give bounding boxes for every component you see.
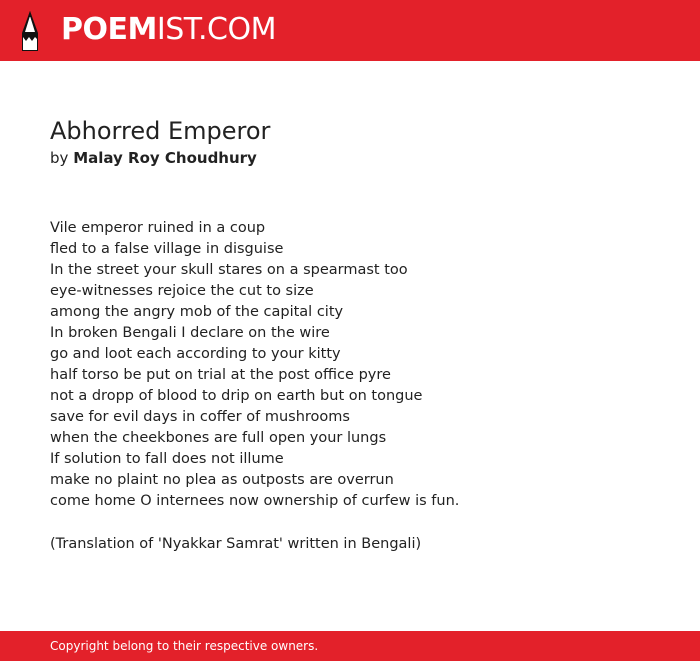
poem-line: half torso be put on trial at the post office pyre [50,367,391,383]
author-name: Malay Roy Choudhury [73,149,257,167]
logo-text-light: IST.COM [156,12,276,47]
byline-prefix: by [50,149,69,167]
poem-line: among the angry mob of the capital city [50,304,344,320]
poem-body [50,218,459,512]
poem-line: not a dropp of blood to drip on earth but on tongue [50,388,423,404]
poem-line: In the street your skull stares on a spearmast too [50,262,408,278]
pencil-icon[interactable] [18,10,42,52]
logo-text-bold: POEM [61,12,157,47]
byline [50,148,257,168]
poem-line: save for evil days in coffer of mushrooms [50,409,350,425]
poem-line: Vile emperor ruined in a coup [50,220,266,236]
site-logo[interactable] [61,13,276,47]
poem-line: eye-witnesses rejoice the cut to size [50,283,314,299]
site-header [0,0,700,61]
site-footer [0,631,700,661]
poem-line: make no plaint no plea as outposts are overrun [50,472,394,488]
poem-line: fled to a false village in disguise [50,241,284,257]
poem-line: If solution to fall does not illume [50,451,284,467]
poem-line: In broken Bengali I declare on the wire [50,325,330,341]
poem-line: go and loot each according to your kitty [50,346,341,362]
poem-line: come home O internees now ownership of curfew is fun. [50,493,460,509]
translation-note: (Translation of 'Nyakkar Samrat' written in Bengali) [50,536,422,552]
copyright-text: Copyright belong to their respective owners. [50,639,319,653]
poem-line: when the cheekbones are full open your lungs [50,430,387,446]
poem-title: Abhorred Emperor [50,117,271,145]
